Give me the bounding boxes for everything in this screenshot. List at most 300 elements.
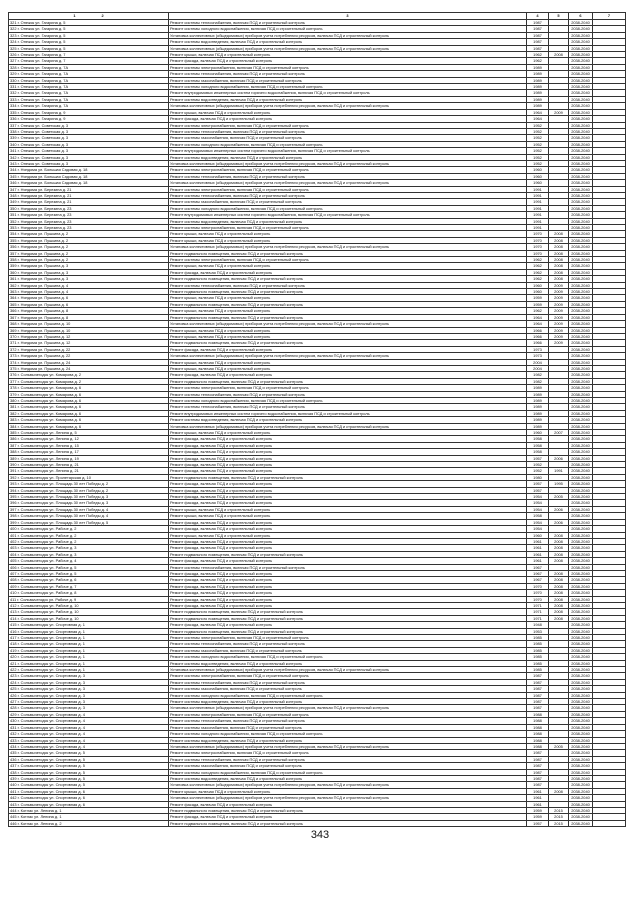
- year-built-cell: 1987: [527, 705, 549, 711]
- year-built-cell: 1989: [527, 385, 549, 391]
- year-built-cell: 1987: [527, 686, 549, 692]
- planned-period-cell: 2038-2040: [569, 570, 593, 576]
- planned-period-cell: 2038-2040: [569, 532, 593, 538]
- work-type-cell: Установка коллективных (общедомовых) приборов учета потребления ресурсов, включая ПСД и строительный контроль: [169, 180, 527, 186]
- year-built-cell: 1987: [527, 756, 549, 762]
- planned-period-cell: 2038-2040: [569, 590, 593, 596]
- year-built-cell: 1960: [527, 430, 549, 436]
- address-cell: 423 г. Сольвычегодск ул. Спортивная д. 3: [9, 673, 169, 679]
- work-type-cell: Ремонт фасада, включая ПСД и строительный контроль: [169, 500, 527, 506]
- planned-period-cell: 2038-2040: [569, 225, 593, 231]
- address-cell: 345 г. Няндома ул. Большая Садовая д. 18: [9, 173, 169, 179]
- planned-period-cell: 2038-2040: [569, 602, 593, 608]
- planned-period-cell: 2038-2040: [569, 442, 593, 448]
- planned-period-cell: 2038-2040: [569, 513, 593, 519]
- planned-period-cell: 2038-2040: [569, 538, 593, 544]
- address-cell: 433 г. Сольвычегодск ул. Спортивная д. 4: [9, 737, 169, 743]
- address-cell: 325 г. Онежск ул. Гагарина д. 5: [9, 45, 169, 51]
- address-cell: 355 г. Няндома ул. Пушкина д. 2: [9, 237, 169, 243]
- planned-period-cell: 2038-2040: [569, 154, 593, 160]
- planned-period-cell: 2038-2040: [569, 340, 593, 346]
- address-cell: 354 г. Няндома ул. Пушкина д. 2: [9, 231, 169, 237]
- year-built-cell: 1957: [527, 455, 549, 461]
- table-row: [9, 820, 626, 826]
- address-cell: 333 г. Онежск ул. Гагарина д. 7А: [9, 96, 169, 102]
- work-type-cell: Ремонт подвального помещения, включая ПСД и строительный контроль: [169, 551, 527, 557]
- address-cell: 403 г. Сольвычегодск ул. Рабоче д. 3: [9, 545, 169, 551]
- work-type-cell: Установка коллективных (общедомовых) приборов учета потребления ресурсов, включая ПСД и строительный контроль: [169, 32, 527, 38]
- planned-period-cell: 2038-2040: [569, 26, 593, 32]
- last-repair-cell: 2008: [549, 596, 569, 602]
- work-type-cell: Ремонт фасада, включая ПСД и строительный контроль: [169, 583, 527, 589]
- address-cell: 368 г. Няндома ул. Пушкина д. 10: [9, 321, 169, 327]
- planned-period-cell: 2038-2040: [569, 308, 593, 314]
- address-cell: 323 г. Онежск ул. Гагарина д. 5: [9, 32, 169, 38]
- year-built-cell: 1985: [527, 660, 549, 666]
- address-cell: 414 г. Сольвычегодск ул. Рабоче д. 10: [9, 615, 169, 621]
- last-repair-cell: 2008: [549, 237, 569, 243]
- year-built-cell: 1959: [527, 814, 549, 820]
- planned-period-cell: 2038-2040: [569, 820, 593, 826]
- last-repair-cell: 2006: [549, 506, 569, 512]
- planned-period-cell: 2038-2040: [569, 788, 593, 794]
- address-cell: 389 г. Сольвычегодск ул. Ленина д. 19: [9, 455, 169, 461]
- address-cell: 327 г. Онежск ул. Гагарина д. 7: [9, 58, 169, 64]
- address-cell: 436 г. Сольвычегодск ул. Спортивная д. 5: [9, 756, 169, 762]
- year-built-cell: 1987: [527, 692, 549, 698]
- planned-period-cell: 2038-2040: [569, 122, 593, 128]
- last-repair-cell: 2005: [549, 743, 569, 749]
- last-repair-cell: 2006: [549, 519, 569, 525]
- work-type-cell: Ремонт фасада, включая ПСД и строительный контроль: [169, 436, 527, 442]
- year-built-cell: 1987: [527, 679, 549, 685]
- last-repair-cell: 2008: [549, 602, 569, 608]
- address-cell: 406 г. Сольвычегодск ул. Рабоче д. 5: [9, 564, 169, 570]
- planned-period-cell: 2038-2040: [569, 417, 593, 423]
- work-type-cell: Ремонт системы водоотведения, включая ПСД и строительный контроль: [169, 154, 527, 160]
- planned-period-cell: 2038-2040: [569, 718, 593, 724]
- last-repair-cell: 2007: [549, 430, 569, 436]
- register-table: [8, 12, 626, 827]
- year-built-cell: 1985: [527, 647, 549, 653]
- address-cell: 361 г. Няндома ул. Пушкина д. 3: [9, 276, 169, 282]
- year-built-cell: 1958: [527, 513, 549, 519]
- planned-period-cell: 2038-2040: [569, 385, 593, 391]
- address-cell: 439 г. Сольвычегодск ул. Спортивная д. 5: [9, 775, 169, 781]
- address-cell: 438 г. Сольвычегодск ул. Спортивная д. 5: [9, 769, 169, 775]
- year-built-cell: 1959: [527, 301, 549, 307]
- work-type-cell: Ремонт системы электроснабжения, включая ПСД и строительный контроль: [169, 711, 527, 717]
- year-built-cell: 1991: [527, 212, 549, 218]
- work-type-cell: Ремонт подвального помещения, включая ПСД и строительный контроль: [169, 609, 527, 615]
- address-cell: 358 г. Няндома ул. Пушкина д. 2: [9, 257, 169, 263]
- year-built-cell: 1989: [527, 417, 549, 423]
- planned-period-cell: 2038-2040: [569, 346, 593, 352]
- planned-period-cell: 2038-2040: [569, 32, 593, 38]
- work-type-cell: Ремонт фасада, включая ПСД и строительный контроль: [169, 602, 527, 608]
- address-cell: 374 г. Няндома ул. Пушкина д. 24: [9, 359, 169, 365]
- address-cell: 407 г. Сольвычегодск ул. Рабоче д. 5: [9, 570, 169, 576]
- last-repair-cell: 2008: [549, 615, 569, 621]
- planned-period-cell: 2038-2040: [569, 263, 593, 269]
- work-type-cell: Ремонт системы теплоснабжения, включая ПСД и строительный контроль: [169, 756, 527, 762]
- planned-period-cell: 2038-2040: [569, 378, 593, 384]
- planned-period-cell: 2038-2040: [569, 77, 593, 83]
- work-type-cell: Ремонт внутридомовых инженерных систем горячего водоснабжения, включая ПСД и строительный контроль: [169, 212, 527, 218]
- year-built-cell: 1954: [527, 500, 549, 506]
- page-number: 343: [310, 829, 330, 841]
- work-type-cell: Установка коллективных (общедомовых) приборов учета потребления ресурсов, включая ПСД и строительный контроль: [169, 321, 527, 327]
- last-repair-cell: 2008: [549, 250, 569, 256]
- year-built-cell: 1952: [527, 462, 549, 468]
- year-built-cell: 1952: [527, 148, 549, 154]
- planned-period-cell: 2038-2040: [569, 199, 593, 205]
- year-built-cell: 1971: [527, 609, 549, 615]
- year-built-cell: 1970: [527, 583, 549, 589]
- year-built-cell: 1970: [527, 244, 549, 250]
- address-cell: 427 г. Сольвычегодск ул. Спортивная д. 3: [9, 699, 169, 705]
- year-built-cell: 1970: [527, 590, 549, 596]
- work-type-cell: Установка коллективных (общедомовых) приборов учета потребления ресурсов, включая ПСД и строительный контроль: [169, 743, 527, 749]
- year-built-cell: 1952: [527, 122, 549, 128]
- planned-period-cell: 2038-2040: [569, 795, 593, 801]
- address-cell: 353 г. Няндома ул. Березина д. 23: [9, 225, 169, 231]
- work-type-cell: Ремонт системы электроснабжения, включая ПСД и строительный контроль: [169, 385, 527, 391]
- work-type-cell: Ремонт системы холодного водоснабжения, включая ПСД и строительный контроль: [169, 692, 527, 698]
- last-repair-cell: 2008: [549, 788, 569, 794]
- address-cell: 404 г. Сольвычегодск ул. Рабоче д. 3: [9, 551, 169, 557]
- planned-period-cell: 2038-2040: [569, 430, 593, 436]
- address-cell: 377 г. Сольвычегодск ул. Комарова д. 2: [9, 378, 169, 384]
- planned-period-cell: 2038-2040: [569, 769, 593, 775]
- last-repair-cell: 2008: [549, 52, 569, 58]
- work-type-cell: Ремонт системы электроснабжения, включая ПСД и строительный контроль: [169, 225, 527, 231]
- work-type-cell: Ремонт крыши, включая ПСД и строительный контроль: [169, 788, 527, 794]
- work-type-cell: Ремонт подвального помещения, включая ПСД и строительный контроль: [169, 615, 527, 621]
- year-built-cell: 1958: [527, 449, 549, 455]
- work-type-cell: Ремонт крыши, включая ПСД и строительный контроль: [169, 308, 527, 314]
- last-repair-cell: 1991: [549, 468, 569, 474]
- year-built-cell: 1954: [527, 526, 549, 532]
- address-cell: 409 г. Сольвычегодск ул. Рабоче д. 7: [9, 583, 169, 589]
- planned-period-cell: 2038-2040: [569, 58, 593, 64]
- planned-period-cell: 2038-2040: [569, 39, 593, 45]
- work-type-cell: Ремонт фасада, включая ПСД и строительный контроль: [169, 269, 527, 275]
- planned-period-cell: 2038-2040: [569, 481, 593, 487]
- address-cell: 413 г. Сольвычегодск ул. Рабоче д. 10: [9, 609, 169, 615]
- planned-period-cell: 2038-2040: [569, 391, 593, 397]
- year-built-cell: 2004: [527, 359, 549, 365]
- year-built-cell: 1966: [527, 340, 549, 346]
- address-cell: 326 г. Онежск ул. Гагарина д. 7: [9, 52, 169, 58]
- address-cell: 351 г. Няндома ул. Березина д. 23: [9, 212, 169, 218]
- work-type-cell: Ремонт системы холодного водоснабжения, включая ПСД и строительный контроль: [169, 731, 527, 737]
- year-built-cell: 1964: [527, 314, 549, 320]
- planned-period-cell: 2038-2040: [569, 257, 593, 263]
- planned-period-cell: 2038-2040: [569, 756, 593, 762]
- year-built-cell: 1987: [527, 39, 549, 45]
- year-built-cell: 1973: [527, 346, 549, 352]
- year-built-cell: 1982: [527, 378, 549, 384]
- planned-period-cell: 2038-2040: [569, 494, 593, 500]
- planned-period-cell: 2038-2040: [569, 410, 593, 416]
- planned-period-cell: 2038-2040: [569, 20, 593, 26]
- work-type-cell: Установка коллективных (общедомовых) приборов учета потребления ресурсов, включая ПСД и строительный контроль: [169, 103, 527, 109]
- planned-period-cell: 2038-2040: [569, 192, 593, 198]
- year-built-cell: 1989: [527, 391, 549, 397]
- work-type-cell: Ремонт системы теплоснабжения, включая ПСД и строительный контроль: [169, 404, 527, 410]
- address-cell: 424 г. Сольвычегодск ул. Спортивная д. 3: [9, 679, 169, 685]
- planned-period-cell: 2038-2040: [569, 397, 593, 403]
- work-type-cell: Ремонт системы теплоснабжения, включая ПСД и строительный контроль: [169, 128, 527, 134]
- work-type-cell: Ремонт системы водоотведения, включая ПСД и строительный контроль: [169, 737, 527, 743]
- year-built-cell: 1964: [527, 116, 549, 122]
- planned-period-cell: 2038-2040: [569, 333, 593, 339]
- work-type-cell: Ремонт подвального помещения, включая ПСД и строительный контроль: [169, 807, 527, 813]
- address-cell: 444 г. Котлас ул. Ленина д. 1: [9, 807, 169, 813]
- year-built-cell: 1987: [527, 775, 549, 781]
- planned-period-cell: 2038-2040: [569, 526, 593, 532]
- planned-period-cell: 2038-2040: [569, 109, 593, 115]
- work-type-cell: Ремонт системы электроснабжения, включая ПСД и строительный контроль: [169, 635, 527, 641]
- year-built-cell: 1952: [527, 160, 549, 166]
- last-repair-cell: 2008: [549, 244, 569, 250]
- planned-period-cell: 2038-2040: [569, 205, 593, 211]
- work-type-cell: Ремонт фасада, включая ПСД и строительный контроль: [169, 494, 527, 500]
- work-type-cell: Ремонт крыши, включая ПСД и строительный контроль: [169, 359, 527, 365]
- work-type-cell: Ремонт фасада, включая ПСД и строительный контроль: [169, 558, 527, 564]
- work-type-cell: Ремонт фасада, включая ПСД и строительный контроль: [169, 545, 527, 551]
- planned-period-cell: 2038-2040: [569, 141, 593, 147]
- address-cell: 419 г. Сольвычегодск ул. Спортивная д. 1: [9, 647, 169, 653]
- planned-period-cell: 2038-2040: [569, 186, 593, 192]
- work-type-cell: Ремонт крыши, включая ПСД и строительный контроль: [169, 263, 527, 269]
- planned-period-cell: 2038-2040: [569, 737, 593, 743]
- address-cell: 350 г. Няндома ул. Березина д. 23: [9, 205, 169, 211]
- address-cell: 431 г. Сольвычегодск ул. Спортивная д. 4: [9, 724, 169, 730]
- planned-period-cell: 2038-2040: [569, 654, 593, 660]
- address-cell: 390 г. Сольвычегодск ул. Ленина д. 21: [9, 462, 169, 468]
- address-cell: 422 г. Сольвычегодск ул. Спортивная д. 1: [9, 667, 169, 673]
- address-cell: 437 г. Сольвычегодск ул. Спортивная д. 5: [9, 763, 169, 769]
- address-cell: 371 г. Няндома ул. Пушкина д. 12: [9, 340, 169, 346]
- year-built-cell: 1987: [527, 782, 549, 788]
- planned-period-cell: 2038-2040: [569, 276, 593, 282]
- address-cell: 359 г. Няндома ул. Пушкина д. 3: [9, 263, 169, 269]
- work-type-cell: Ремонт крыши, включая ПСД и строительный контроль: [169, 109, 527, 115]
- work-type-cell: Ремонт крыши, включая ПСД и строительный контроль: [169, 237, 527, 243]
- work-type-cell: Ремонт крыши, включая ПСД и строительный контроль: [169, 532, 527, 538]
- last-repair-cell: 2006: [549, 455, 569, 461]
- work-type-cell: Ремонт внутридомовых инженерных систем горячего водоснабжения, включая ПСД и строительный контроль: [169, 148, 527, 154]
- last-repair-cell: 2015: [549, 814, 569, 820]
- last-repair-cell: 2008: [549, 538, 569, 544]
- planned-period-cell: 2038-2040: [569, 148, 593, 154]
- work-type-cell: Ремонт подвального помещения, включая ПСД и строительный контроль: [169, 378, 527, 384]
- year-built-cell: 1967: [527, 570, 549, 576]
- address-cell: 372 г. Няндома ул. Пушкина д. 22: [9, 346, 169, 352]
- address-cell: 394 г. Сольвычегодск ул. Площадь 30 лет Победы д. 2: [9, 487, 169, 493]
- year-built-cell: 1971: [527, 602, 549, 608]
- address-cell: 370 г. Няндома ул. Пушкина д. 12: [9, 333, 169, 339]
- planned-period-cell: 2038-2040: [569, 564, 593, 570]
- work-type-cell: Ремонт подвального помещения, включая ПСД и строительный контроль: [169, 301, 527, 307]
- work-type-cell: Ремонт фасада, включая ПСД и строительный контроль: [169, 526, 527, 532]
- year-built-cell: 1952: [527, 135, 549, 141]
- work-type-cell: Установка коллективных (общедомовых) приборов учета потребления ресурсов, включая ПСД и строительный контроль: [169, 795, 527, 801]
- work-type-cell: Ремонт системы электроснабжения, включая ПСД и строительный контроль: [169, 257, 527, 263]
- planned-period-cell: 2038-2040: [569, 462, 593, 468]
- work-type-cell: Установка коллективных (общедомовых) приборов учета потребления ресурсов, включая ПСД и строительный контроль: [169, 353, 527, 359]
- year-built-cell: 1961: [527, 551, 549, 557]
- address-cell: 380 г. Сольвычегодск ул. Комарова д. 6: [9, 397, 169, 403]
- work-type-cell: Ремонт системы теплоснабжения, включая ПСД и строительный контроль: [169, 641, 527, 647]
- year-built-cell: 1989: [527, 404, 549, 410]
- address-cell: 425 г. Сольвычегодск ул. Спортивная д. 3: [9, 686, 169, 692]
- address-cell: 432 г. Сольвычегодск ул. Спортивная д. 4: [9, 731, 169, 737]
- year-built-cell: 1960: [527, 532, 549, 538]
- planned-period-cell: 2038-2040: [569, 327, 593, 333]
- last-repair-cell: 2008: [549, 231, 569, 237]
- address-cell: 352 г. Няндома ул. Березина д. 23: [9, 218, 169, 224]
- planned-period-cell: 2038-2040: [569, 180, 593, 186]
- year-built-cell: 1962: [527, 308, 549, 314]
- year-built-cell: 1987: [527, 26, 549, 32]
- work-type-cell: Ремонт системы холодного водоснабжения, включая ПСД и строительный контроль: [169, 26, 527, 32]
- planned-period-cell: 2038-2040: [569, 711, 593, 717]
- planned-period-cell: 2038-2040: [569, 474, 593, 480]
- work-type-cell: Установка коллективных (общедомовых) приборов учета потребления ресурсов, включая ПСД и строительный контроль: [169, 423, 527, 429]
- address-cell: 410 г. Сольвычегодск ул. Рабоче д. 8: [9, 590, 169, 596]
- year-built-cell: 1989: [527, 84, 549, 90]
- planned-period-cell: 2038-2040: [569, 365, 593, 371]
- year-built-cell: 1989: [527, 397, 549, 403]
- work-type-cell: Ремонт крыши, включая ПСД и строительный контроль: [169, 506, 527, 512]
- address-cell: 400 г. Сольвычегодск ул. Рабоче д. 2: [9, 526, 169, 532]
- last-repair-cell: 2008: [549, 551, 569, 557]
- last-repair-cell: 2009: [549, 321, 569, 327]
- address-cell: 332 г. Онежск ул. Гагарина д. 7А: [9, 90, 169, 96]
- address-cell: 348 г. Няндома ул. Березина д. 21: [9, 192, 169, 198]
- last-repair-cell: 2009: [549, 333, 569, 339]
- address-cell: 362 г. Няндома ул. Пушкина д. 4: [9, 282, 169, 288]
- work-type-cell: Ремонт системы электроснабжения, включая ПСД и строительный контроль: [169, 122, 527, 128]
- year-built-cell: 1964: [527, 109, 549, 115]
- planned-period-cell: 2038-2040: [569, 160, 593, 166]
- last-repair-cell: 2008: [549, 577, 569, 583]
- address-cell: 395 г. Сольвычегодск ул. Площадь 30 лет Победы д. 3: [9, 494, 169, 500]
- work-type-cell: Ремонт фасада, включая ПСД и строительный контроль: [169, 596, 527, 602]
- register-table-container: [8, 12, 625, 827]
- last-repair-cell: 2008: [549, 609, 569, 615]
- year-built-cell: 1952: [527, 154, 549, 160]
- address-cell: 331 г. Онежск ул. Гагарина д. 7А: [9, 84, 169, 90]
- year-built-cell: 1966: [527, 333, 549, 339]
- work-type-cell: Ремонт крыши, включая ПСД и строительный контроль: [169, 333, 527, 339]
- planned-period-cell: 2038-2040: [569, 807, 593, 813]
- planned-period-cell: 2038-2040: [569, 743, 593, 749]
- work-type-cell: Ремонт фасада, включая ПСД и строительный контроль: [169, 801, 527, 807]
- year-built-cell: 1962: [527, 52, 549, 58]
- year-built-cell: 1989: [527, 423, 549, 429]
- planned-period-cell: 2038-2040: [569, 641, 593, 647]
- year-built-cell: 1980: [527, 474, 549, 480]
- address-cell: 360 г. Няндома ул. Пушкина д. 3: [9, 269, 169, 275]
- year-built-cell: 1973: [527, 353, 549, 359]
- year-built-cell: 1967: [527, 564, 549, 570]
- planned-period-cell: 2038-2040: [569, 71, 593, 77]
- address-cell: 341 г. Онежск ул. Советская д. 3: [9, 148, 169, 154]
- work-type-cell: Ремонт крыши, включая ПСД и строительный контроль: [169, 430, 527, 436]
- year-built-cell: 1952: [527, 468, 549, 474]
- planned-period-cell: 2038-2040: [569, 250, 593, 256]
- address-cell: 411 г. Сольвычегодск ул. Рабоче д. 9: [9, 596, 169, 602]
- address-cell: 364 г. Няндома ул. Пушкина д. 6: [9, 295, 169, 301]
- work-type-cell: Ремонт системы теплоснабжения, включая ПСД и строительный контроль: [169, 71, 527, 77]
- year-built-cell: 1987: [527, 673, 549, 679]
- year-built-cell: 1988: [527, 737, 549, 743]
- planned-period-cell: 2038-2040: [569, 801, 593, 807]
- year-built-cell: 1987: [527, 32, 549, 38]
- year-built-cell: 1961: [527, 538, 549, 544]
- address-cell: 417 г. Сольвычегодск ул. Спортивная д. 1: [9, 635, 169, 641]
- planned-period-cell: 2038-2040: [569, 282, 593, 288]
- work-type-cell: Ремонт фасада, включая ПСД и строительный контроль: [169, 590, 527, 596]
- work-type-cell: Ремонт системы холодного водоснабжения, включая ПСД и строительный контроль: [169, 84, 527, 90]
- planned-period-cell: 2038-2040: [569, 551, 593, 557]
- year-built-cell: 1987: [527, 699, 549, 705]
- year-built-cell: 1989: [527, 103, 549, 109]
- planned-period-cell: 2038-2040: [569, 692, 593, 698]
- address-cell: 381 г. Сольвычегодск ул. Комарова д. 6: [9, 404, 169, 410]
- work-type-cell: Ремонт системы водоотведения, включая ПСД и строительный контроль: [169, 775, 527, 781]
- planned-period-cell: 2038-2040: [569, 436, 593, 442]
- address-cell: 388 г. Сольвычегодск ул. Ленина д. 17: [9, 449, 169, 455]
- work-type-cell: Ремонт системы газоснабжения, включая ПСД и строительный контроль: [169, 724, 527, 730]
- address-cell: 379 г. Сольвычегодск ул. Комарова д. 6: [9, 391, 169, 397]
- planned-period-cell: 2038-2040: [569, 52, 593, 58]
- year-built-cell: 1989: [527, 64, 549, 70]
- planned-period-cell: 2038-2040: [569, 301, 593, 307]
- work-type-cell: Ремонт фасада, включая ПСД и строительный контроль: [169, 487, 527, 493]
- work-type-cell: Ремонт системы газоснабжения, включая ПСД и строительный контроль: [169, 77, 527, 83]
- work-type-cell: Ремонт системы газоснабжения, включая ПСД и строительный контроль: [169, 199, 527, 205]
- work-type-cell: Ремонт крыши, включая ПСД и строительный контроль: [169, 327, 527, 333]
- year-built-cell: 1991: [527, 199, 549, 205]
- planned-period-cell: 2038-2040: [569, 455, 593, 461]
- work-type-cell: Ремонт фасада, включая ПСД и строительный контроль: [169, 570, 527, 576]
- header-col-5: 5: [549, 13, 569, 20]
- planned-period-cell: 2038-2040: [569, 699, 593, 705]
- planned-period-cell: 2038-2040: [569, 615, 593, 621]
- address-cell: 442 г. Сольвычегодск ул. Спортивная д. 6: [9, 795, 169, 801]
- address-cell: 420 г. Сольвычегодск ул. Спортивная д. 1: [9, 654, 169, 660]
- work-type-cell: Ремонт системы электроснабжения, включая ПСД и строительный контроль: [169, 673, 527, 679]
- planned-period-cell: 2038-2040: [569, 487, 593, 493]
- planned-period-cell: 2038-2040: [569, 96, 593, 102]
- table-header: [9, 13, 626, 20]
- year-built-cell: 1958: [527, 436, 549, 442]
- work-type-cell: Ремонт подвального помещения, включая ПСД и строительный контроль: [169, 314, 527, 320]
- planned-period-cell: 2038-2040: [569, 667, 593, 673]
- year-built-cell: 1962: [527, 58, 549, 64]
- address-cell: 335 г. Онежск ул. Гагарина д. 9: [9, 109, 169, 115]
- address-cell: 396 г. Сольвычегодск ул. Площадь 30 лет Победы д. 3: [9, 500, 169, 506]
- work-type-cell: Ремонт системы электроснабжения, включая ПСД и строительный контроль: [169, 750, 527, 756]
- planned-period-cell: 2038-2040: [569, 372, 593, 378]
- work-type-cell: Установка коллективных (общедомовых) приборов учета потребления ресурсов, включая ПСД и строительный контроль: [169, 160, 527, 166]
- address-cell: 402 г. Сольвычегодск ул. Рабоче д. 2: [9, 538, 169, 544]
